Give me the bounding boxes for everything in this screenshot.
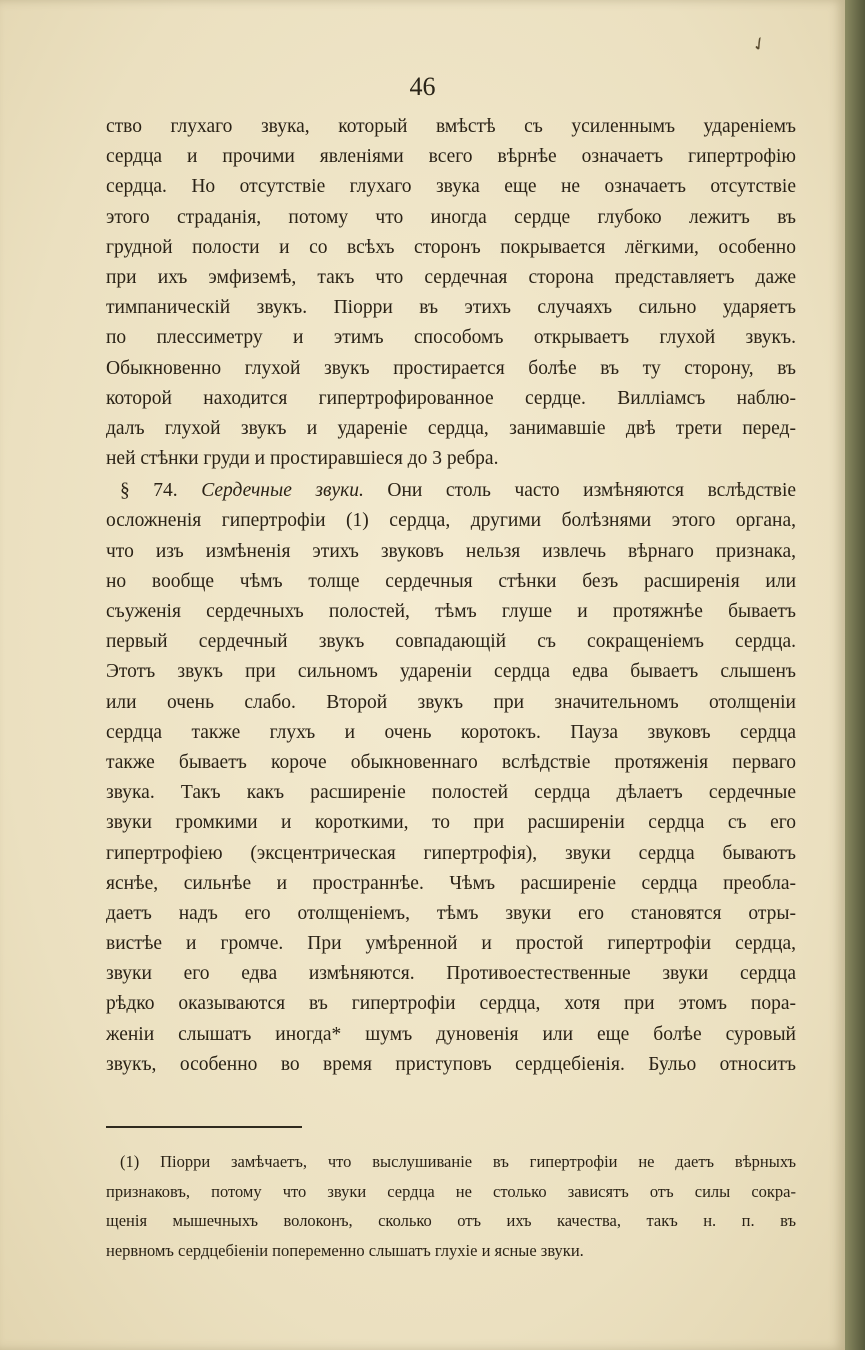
footnote-line: щенія мышечныхъ волоконъ, сколько отъ ихъ качества, такъ н. п. въ <box>106 1211 796 1230</box>
text-line: но вообще чѣмъ толще сердечныя стѣнки безъ расширенія или <box>106 570 796 592</box>
text-line: тимпаническій звукъ. Піорри въ этихъ случаяхъ сильно ударяетъ <box>106 297 796 319</box>
text-line: при ихъ эмфиземѣ, такъ что сердечная сторона представляетъ даже <box>106 266 796 288</box>
text-line: гипертрофіею (эксцентрическая гипертрофія), звуки сердца бываютъ <box>106 842 796 864</box>
section-heading-line <box>106 476 796 506</box>
footnote-line: (1) Піорри замѣчаетъ, что выслушиваніе въ гипертрофіи не даетъ вѣрныхъ <box>120 1152 796 1171</box>
text-line: звука. Такъ какъ расширеніе полостей сердца дѣлаетъ сердечные <box>106 782 796 804</box>
main-text <box>106 112 796 1080</box>
text-line: ство глухаго звука, который вмѣстѣ съ усиленнымъ удареніемъ <box>106 116 796 137</box>
text-line: осложненія гипертрофіи (1) сердца, другими болѣзнями этого органа, <box>106 510 796 532</box>
text-line: сердца и прочими явленіями всего вѣрнѣе означаетъ гипертрофію <box>106 146 796 168</box>
text-line: первый сердечный звукъ совпадающій съ сокращеніемъ сердца. <box>106 631 796 653</box>
footnote-line: нервномъ сердцебіеніи попеременно слышатъ глухіе и ясные звуки. <box>106 1240 584 1260</box>
pencil-mark: ✓ <box>747 31 772 58</box>
section-heading: Сердечные звуки. <box>201 480 364 502</box>
text-line: Обыкновенно глухой звукъ простирается болѣе въ ту сторону, въ <box>106 357 796 379</box>
text-line: яснѣе, сильнѣе и пространнѣе. Чѣмъ расширеніе сердца преобла- <box>106 872 796 894</box>
text-line: грудной полости и со всѣхъ сторонъ покрывается лёгкими, особенно <box>106 236 796 258</box>
text-line: Этотъ звукъ при сильномъ ударенiи сердца едва бываетъ слышенъ <box>106 661 796 683</box>
footnote-line: признаковъ, потому что звуки сердца не столько зависятъ отъ силы сокра- <box>106 1181 796 1201</box>
text-line: съуженія сердечныхъ полостей, тѣмъ глуше и протяжнѣе бываетъ <box>106 601 796 622</box>
text-line: этого страданія, потому что иногда сердце глубоко лежитъ въ <box>106 206 796 228</box>
text-fragment: Они столь часто измѣняются вслѣдствіе <box>387 480 797 502</box>
text-line: звукъ, особенно во время приступовъ сердцебіенія. Бульо относитъ <box>106 1053 796 1075</box>
text-line: также бываетъ короче обыкновеннаго вслѣдствіе протяженія перваго <box>106 751 796 773</box>
section-number: § 74. <box>120 480 178 502</box>
text-line: звуки громкими и короткими, то при расширенiи сердца съ его <box>106 812 796 834</box>
text-line: женіи слышатъ иногда* шумъ дуновенія или еще болѣе суровый <box>106 1023 796 1045</box>
text-line: сердца. Но отсутствіе глухаго звука еще не означаетъ отсутствіе <box>106 176 796 198</box>
page-number: 46 <box>409 72 436 101</box>
text-line: что изъ измѣненія этихъ звуковъ нельзя извлечь вѣрнаго признака, <box>106 540 796 562</box>
text-line: даетъ надъ его отолщеніемъ, тѣмъ звуки его становятся отры- <box>106 902 796 924</box>
text-line: или очень слабо. Второй звукъ при значительномъ отолщенiи <box>106 691 796 713</box>
text-line: ней стѣнки груди и простиравшіеся до 3 ребра. <box>106 448 499 470</box>
text-line: далъ глухой звукъ и удареніе сердца, занимавшіе двѣ трети перед- <box>106 417 796 439</box>
text-line: которой находится гипертрофированное сердце. Вилліамсъ наблю- <box>106 387 796 409</box>
text-line: сердца также глухъ и очень коротокъ. Пауза звуковъ сердца <box>106 721 796 743</box>
paragraph-2 <box>106 476 796 1080</box>
text-line: по плессиметру и этимъ способомъ открываетъ глухой звукъ. <box>106 327 796 349</box>
text-line: рѣдко оказываются въ гипертрофіи сердца, хотя при этомъ пора- <box>106 993 796 1015</box>
paragraph-1 <box>106 112 796 474</box>
text-line: вистѣе и громче. При умѣренной и простой гипертрофіи сердца, <box>106 933 796 955</box>
text-line: звуки его едва измѣняются. Противоестественные звуки сердца <box>106 963 796 985</box>
footnote-divider <box>106 1126 302 1128</box>
page-edge <box>845 0 865 1350</box>
footnote <box>106 1147 796 1265</box>
